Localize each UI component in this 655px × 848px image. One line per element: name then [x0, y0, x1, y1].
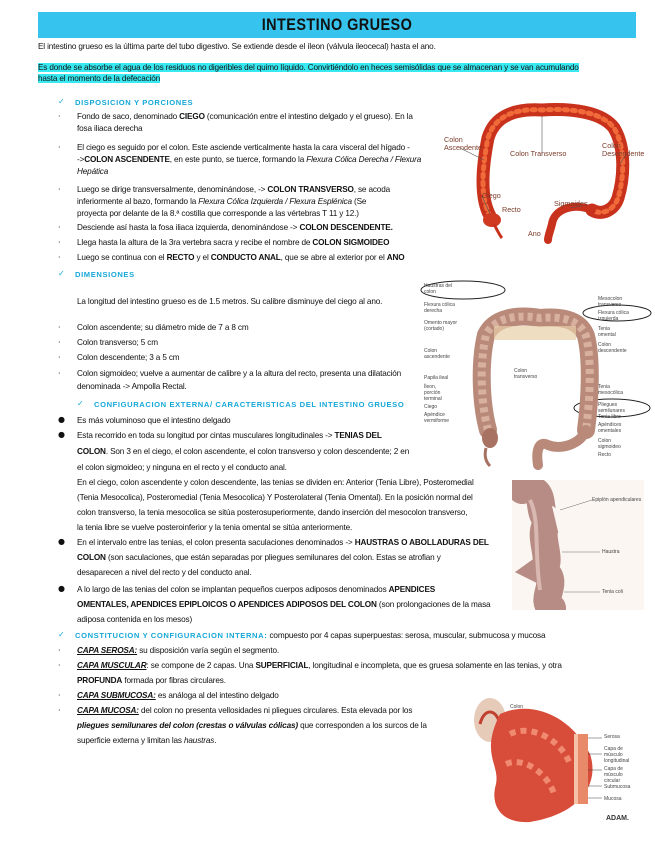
capa-line: CAPA MUCOSA: del colon no presenta vellosidades ni pliegues circulares. Esta elevada por los	[77, 706, 413, 715]
label-colon-ascendente: Colon Ascendente	[444, 135, 482, 152]
capa-line: superficie externa y limitan las haustras.	[77, 736, 217, 745]
disposicion-line: ->COLON ASCENDENTE, en este punto, se tuerce, formando la Flexura Cólica Derecha / Flexura	[77, 155, 422, 164]
config-line: COLON (son saculaciones, que están separadas por pliegues semilunares del colon. Estas se atrofian y	[77, 553, 441, 562]
label-epiplon: Epiplón apendiculares	[592, 497, 642, 503]
config-line: adiposa contenida en los mesos)	[77, 615, 193, 624]
config-line: En el intervalo entre las tenias, el colon presenta saculaciones denominados -> HAUSTRAS O ABOLLADURAS DEL	[77, 538, 489, 547]
dash-bullet: ·	[58, 323, 61, 332]
dimension-item: Colon descendente; 3 a 5 cm	[77, 353, 180, 362]
dash-bullet: ·	[58, 253, 61, 262]
dash-bullet: ·	[58, 646, 61, 655]
disposicion-line: Llega hasta la altura de la 3ra vertebra sacra y recibe el nombre de COLON SIGMOIDEO	[77, 238, 390, 247]
disposicion-line: inferiormente al bazo, formando la Flexura Cólica Izquierda / Flexura Esplénica (Se	[77, 197, 367, 206]
capa-line: CAPA SUBMUCOSA: es análoga al del intestino delgado	[77, 691, 279, 700]
label-colon-descendente: Colon Descendente	[602, 141, 645, 158]
label-flexura-derecha: Flexura cólica derecha	[424, 302, 455, 314]
dash-bullet: ·	[58, 185, 61, 194]
disposicion-line: fosa iliaca derecha	[77, 124, 143, 133]
config-line: OMENTALES, APENDICES EPIPLOICOS O APENDICES ADIPOSOS DEL COLON (son prolongaciones de la masa	[77, 600, 491, 609]
section-configuracion: CONFIGURACION EXTERNA/ CARACTERISTICAS DEL INTESTINO GRUESO	[94, 400, 405, 409]
label-recto: Recto	[502, 205, 521, 214]
label-colon-transverso: Colon Transverso	[510, 149, 567, 158]
capa-line: pliegues semilunares del colon (crestas o válvulas cólicas) que corresponden a los surcos de la	[77, 721, 427, 730]
dimensiones-text: La longitud del intestino grueso es de 1.5 metros. Su calibre disminuye del ciego al ano.	[77, 297, 383, 306]
label-haustras: Haustras del colon	[424, 283, 453, 295]
dash-bullet: ·	[58, 338, 61, 347]
config-line: (Tenia Mesocolica), Posteromedial (Tenia Mesocolica) Y Posterolateral (Tenia Omental). En la posición normal del	[77, 493, 473, 502]
label-apendice: Apéndice vermiforme	[424, 412, 450, 424]
dimension-item: denominada -> Ampolla Rectal.	[77, 382, 187, 391]
bullet-dot: ●	[58, 415, 65, 424]
bullet-dot: ●	[58, 430, 65, 439]
dimension-item: Colon transverso; 5 cm	[77, 338, 158, 347]
label-tenia-omental: Tenia omental	[598, 326, 616, 338]
capa-line: PROFUNDA formada por fibras circulares.	[77, 676, 226, 685]
label-colon-3: Colon	[510, 704, 524, 710]
label-serosa: Serosa	[604, 734, 620, 740]
highlight-line-1: Es donde se absorbe el agua de los residuos no digeribles del quimo líquido. Convirtiéndolo en heces semisólidas que se almacenan y se van acumulando	[38, 63, 579, 72]
figure-intestine-wall	[470, 694, 646, 826]
label-ileon: Íleon, porción terminal	[424, 384, 442, 402]
figure-large-intestine	[442, 98, 648, 244]
label-recto-2: Recto	[598, 452, 612, 458]
dash-bullet: ·	[58, 238, 61, 247]
dimension-item: Colon ascendente; su diámetro mide de 7 a 8 cm	[77, 323, 249, 332]
label-colon-transverso-2: Colon transverso	[514, 368, 538, 380]
label-musculo-longitudinal: Capa de músculo longitudinal	[604, 746, 630, 764]
title-bar	[38, 12, 636, 38]
label-sigmoides: Sigmoides	[554, 199, 588, 208]
section-disposicion: DISPOSICION Y PORCIONES	[75, 98, 194, 107]
config-line: En el ciego, colon ascendente y colon descendente, las tenias se dividen en: Anterior (Tenia Libre), Posteromedial	[77, 478, 474, 487]
capa-line: CAPA MUSCULAR: se compone de 2 capas. Una SUPERFICIAL, longitudinal e incompleta, que es gruesa solamente en las tenias, y otra	[77, 661, 562, 670]
label-omento-mayor: Omento mayor (cortado)	[424, 320, 458, 332]
config-line: Es más voluminoso que el intestino delgado	[77, 416, 231, 425]
disposicion-line: Luego se continua con el RECTO y el CONDUCTO ANAL, que se abre al exterior por el ANO	[77, 253, 405, 262]
page-title: INTESTINO GRUESO	[261, 15, 413, 34]
label-pliegues: Pliegues semilunares	[598, 402, 625, 414]
check-icon: ✓	[58, 97, 65, 106]
label-mucosa: Mucosa	[604, 796, 622, 802]
dimension-item: Colon sigmoideo; vuelve a aumentar de calibre y a la altura del recto, presenta una dilatación	[77, 369, 402, 378]
label-musculo-circular: Capa de músculo circular	[604, 766, 623, 784]
disposicion-line: Luego se dirige transversalmente, denominándose, -> COLON TRANSVERSO, se acoda	[77, 185, 391, 194]
dash-bullet: ·	[58, 706, 61, 715]
section-constitucion: CONSTITUCION Y CONFIGURACION INTERNA: compuesto por 4 capas superpuestas: serosa, muscular, submucosa y mucosa	[75, 631, 546, 640]
dash-bullet: ·	[58, 369, 61, 378]
bullet-dot: ●	[58, 584, 65, 593]
check-icon: ✓	[58, 630, 65, 639]
label-haustra: Haustra	[602, 549, 620, 555]
label-tenia-libre: Tenia libre	[598, 414, 621, 420]
dash-bullet: ·	[58, 661, 61, 670]
label-tenia-mesocolica: Tenia mesocólica	[598, 384, 624, 396]
large-intestine-illustration	[442, 98, 648, 244]
label-mesocolon: Mesocolon transverso	[598, 296, 623, 308]
disposicion-line: Desciende así hasta la fosa iliaca izquierda, denominándose -> COLON DESCENDENTE.	[77, 223, 393, 232]
label-ciego: Ciego	[482, 191, 501, 200]
label-colon-descendente-2: Colon descendente	[598, 342, 627, 354]
label-papila-ileal: Papila ileal	[424, 375, 449, 381]
highlight-line-2: hasta el momento de la defecación	[38, 74, 161, 83]
figure-haustra	[512, 480, 644, 610]
figure-colon-anatomy	[420, 280, 652, 470]
dash-bullet: ·	[58, 112, 61, 121]
dash-bullet: ·	[58, 353, 61, 362]
label-ciego-2: Ciego	[424, 404, 438, 410]
config-line: desaparecen a nivel del recto y del conducto anal.	[77, 568, 252, 577]
capa-line: CAPA SEROSA: su disposición varía según el segmento.	[77, 646, 279, 655]
label-colon-ascendente-2: Colon ascendente	[424, 348, 450, 360]
config-line: colon transverso, la tenia mesocolica se sitúa posterosuperiormente, dando inserción del mesocolon transverso,	[77, 508, 468, 517]
label-tenia-coli: Tenia coli	[602, 589, 623, 595]
label-flexura-izquierda: Flexura cólica izquierda	[598, 310, 629, 322]
config-line: A lo largo de las tenias del colon se implantan pequeños cuerpos adiposos denominados APENDICES	[77, 585, 436, 594]
config-line: la tenia libre se vuelve posteroinferior y la tenia omental se sitúa anteriormente.	[77, 523, 353, 532]
label-submucosa: Submucosa	[604, 784, 631, 790]
disposicion-line: El ciego es seguido por el colon. Este asciende verticalmente hasta la cara visceral del hígado -	[77, 143, 410, 152]
bullet-dot: ●	[58, 537, 65, 546]
check-icon: ✓	[77, 399, 84, 408]
config-line: el colon sigmoideo; y ninguna en el recto y el conducto anal.	[77, 463, 287, 472]
dash-bullet: ·	[58, 691, 61, 700]
intro-text: El intestino grueso es la última parte del tubo digestivo. Se extiende desde el íleon (válvula ileocecal) hasta el ano.	[38, 42, 436, 51]
check-icon: ✓	[58, 269, 65, 278]
section-dimensiones: DIMENSIONES	[75, 270, 135, 279]
label-apendices-omentales: Apéndices omentales	[598, 422, 622, 434]
disposicion-line: proyecta por delante de la 8.ª costilla que corresponde a las vértebras T 11 y 12.)	[77, 209, 359, 218]
config-line: Esta recorrido en toda su longitud por cintas musculares longitudinales -> TENIAS DEL	[77, 431, 382, 440]
label-colon-sigmoideo: Colon sigmoideo	[598, 438, 621, 450]
adam-logo: ADAM.	[606, 815, 629, 822]
dash-bullet: ·	[58, 223, 61, 232]
dash-bullet: ·	[58, 143, 61, 152]
disposicion-line: Hepática	[77, 167, 109, 176]
disposicion-line: Fondo de saco, denominado CIEGO (comunicación entre el intestino delgado y el grueso). En la	[77, 112, 413, 121]
label-ano: Ano	[528, 229, 541, 238]
config-line: COLON. Son 3 en el ciego, el colon ascendente, el colon transverso y colon descendente; 2 en	[77, 447, 410, 456]
